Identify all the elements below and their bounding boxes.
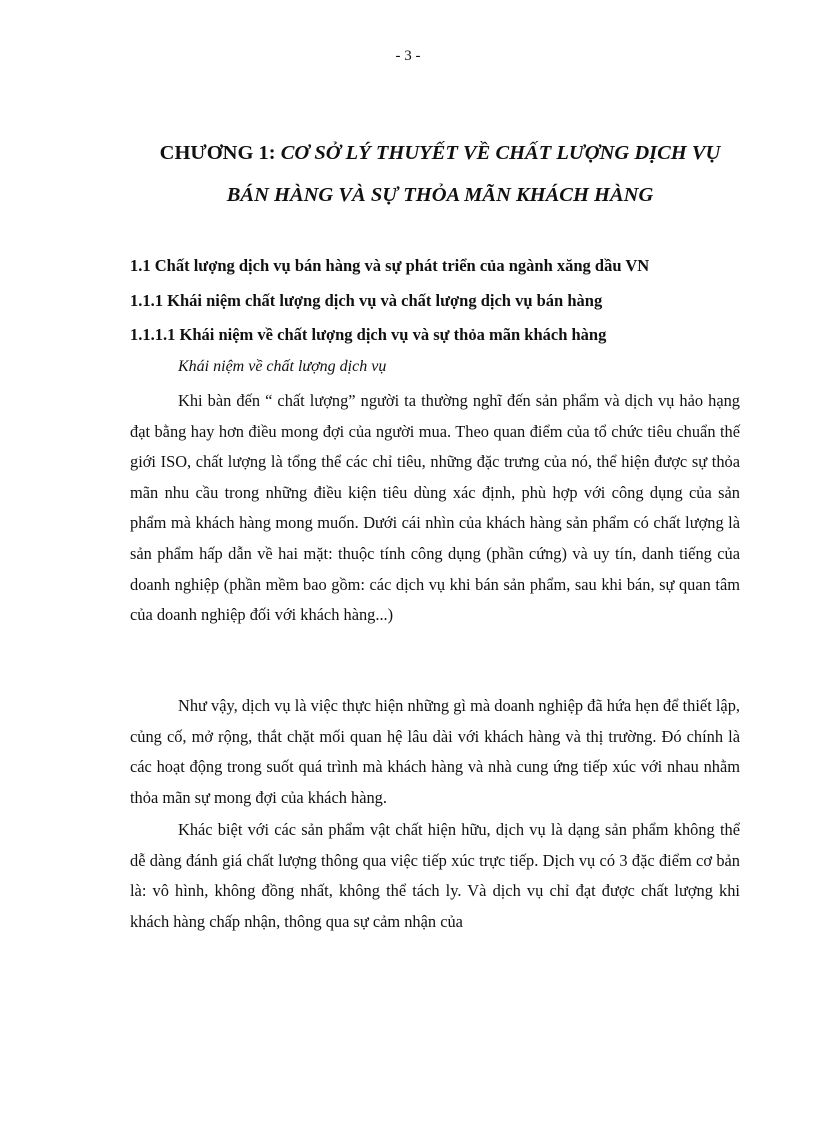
section-heading-1-1: 1.1 Chất lượng dịch vụ bán hàng và sự phát triển của ngành xăng dầu VN	[130, 256, 650, 275]
paragraph-1-block	[130, 386, 740, 631]
chapter-name-line2: BÁN HÀNG VÀ SỰ THỎA MÃN KHÁCH HÀNG	[226, 184, 654, 206]
paragraph-2: Như vậy, dịch vụ là việc thực hiện những gì mà doanh nghiệp đã hứa hẹn để thiết lập, củng cố, mở rộng, thắt chặt mối quan hệ lâu dài với khách hàng và thị trường. Đó chính là các hoạt động trong suốt quá trình mà khách hàng và nhà cung ứng tiếp xúc với nhau nhằm thỏa mãn sự mong đợi của khách hàng.	[130, 696, 740, 807]
section-heading-1-1-1: 1.1.1 Khái niệm chất lượng dịch vụ và chất lượng dịch vụ bán hàng	[130, 291, 603, 310]
chapter-separator: :	[268, 142, 281, 164]
paragraph-2-block	[130, 691, 740, 813]
subheading: Khái niệm về chất lượng dịch vụ	[178, 358, 387, 375]
paragraph-3-block	[130, 815, 740, 937]
chapter-name-line1: CƠ SỞ LÝ THUYẾT VỀ CHẤT LƯỢNG DỊCH VỤ	[280, 142, 721, 164]
section-heading-1-1-1-1: 1.1.1.1 Khái niệm về chất lượng dịch vụ và sự thỏa mãn khách hàng	[130, 325, 607, 344]
page-number: - 3 -	[395, 48, 421, 64]
chapter-label: CHƯƠNG 1	[159, 142, 269, 164]
chapter-title	[100, 132, 780, 216]
paragraph-3: Khác biệt với các sản phẩm vật chất hiện hữu, dịch vụ là dạng sản phẩm không thể dễ dàng đánh giá chất lượng thông qua việc tiếp xúc trực tiếp. Dịch vụ có 3 đặc điểm cơ bản là: vô hình, không đồng nhất, không thể tách ly. Và dịch vụ chỉ đạt được chất lượng khi khách hàng chấp nhận, thông qua sự cảm nhận của	[130, 820, 740, 931]
paragraph-1: Khi bàn đến “ chất lượng” người ta thường nghĩ đến sản phẩm và dịch vụ hảo hạng đạt bằng hay hơn điều mong đợi của người mua. Theo quan điểm của tổ chức tiêu chuẩn thế giới ISO, chất lượng là tổng thể các chỉ tiêu, những đặc trưng của nó, thể hiện được sự thỏa mãn nhu cầu trong những điều kiện tiêu dùng xác định, phù hợp với công dụng của sản phẩm mà khách hàng mong muốn. Dưới cái nhìn của khách hàng sản phẩm có chất lượng là sản phẩm hấp dẫn về hai mặt: thuộc tính công dụng (phần cứng) và uy tín, danh tiếng của doanh nghiệp (phần mềm bao gồm: các dịch vụ khi bán sản phẩm, sau khi bán, sự quan tâm của doanh nghiệp đối với khách hàng...)	[130, 391, 740, 625]
chapter-title-line1	[100, 132, 780, 174]
